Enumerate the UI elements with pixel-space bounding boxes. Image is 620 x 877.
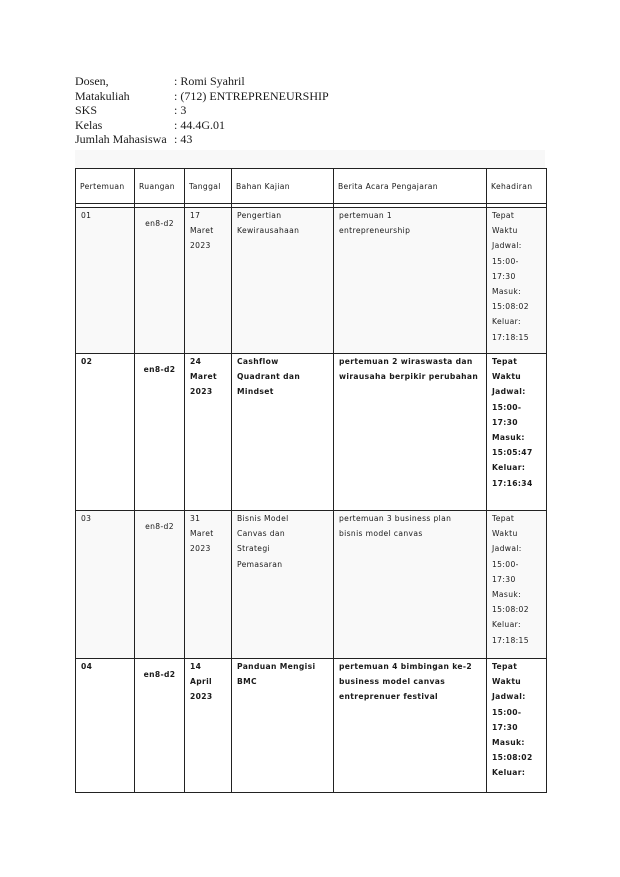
column-header-ruangan: Ruangan [135, 169, 185, 204]
cell-berita-acara: pertemuan 1 entrepreneurship [334, 208, 487, 354]
jumlah-label: Jumlah Mahasiswa [75, 132, 167, 146]
cell-ruangan: en8-d2 [135, 659, 185, 793]
column-header-berita-acara: Berita Acara Pengajaran [334, 169, 487, 204]
table-row [76, 208, 547, 354]
cell-pertemuan: 01 [76, 208, 135, 354]
column-header-tanggal: Tanggal [185, 169, 232, 204]
table-row [76, 511, 547, 659]
cell-pertemuan: 02 [76, 354, 135, 511]
cell-bahan-kajian: Pengertian Kewirausahaan [232, 208, 334, 354]
kelas-label: Kelas [75, 117, 103, 132]
column-header-pertemuan: Pertemuan [76, 169, 135, 204]
dosen-value: : Romi Syahril [174, 74, 245, 88]
cell-berita-acara: pertemuan 3 business plan bisnis model canvas [334, 511, 487, 659]
cell-tanggal: 31 Maret 2023 [185, 511, 232, 659]
matakuliah-label: Matakuliah [75, 88, 130, 103]
cell-kehadiran: Tepat Waktu Jadwal: 15:00- 17:30 Masuk: 15:08:02 Keluar: 17:18:15 [487, 208, 547, 354]
sks-label: SKS [75, 103, 98, 117]
header-shade-band [75, 150, 545, 168]
kelas-value: : 44.4G.01 [174, 117, 225, 132]
column-header-bahan-kajian: Bahan Kajian [232, 169, 334, 204]
cell-ruangan: en8-d2 [135, 208, 185, 354]
jumlah-value: : 43 [174, 132, 193, 146]
cell-ruangan: en8-d2 [135, 354, 185, 511]
cell-tanggal: 17 Maret 2023 [185, 208, 232, 354]
cell-pertemuan: 03 [76, 511, 135, 659]
cell-berita-acara: pertemuan 4 bimbingan ke-2 business model canvas entreprenuer festival [334, 659, 487, 793]
schedule-table [75, 168, 547, 793]
header-row-jumlah [75, 132, 329, 147]
cell-kehadiran: Tepat Waktu Jadwal: 15:00- 17:30 Masuk: 15:05:47 Keluar: 17:16:34 [487, 354, 547, 511]
header-row-matakuliah [75, 89, 329, 104]
column-header-kehadiran: Kehadiran [487, 169, 547, 204]
dosen-label: Dosen, [75, 74, 109, 88]
header-row-sks [75, 103, 329, 118]
table-header-row [76, 169, 547, 204]
cell-kehadiran: Tepat Waktu Jadwal: 15:00- 17:30 Masuk: 15:08:02 Keluar: 17:18:15 [487, 511, 547, 659]
cell-tanggal: 14 April 2023 [185, 659, 232, 793]
cell-bahan-kajian: Cashflow Quadrant dan Mindset [232, 354, 334, 511]
cell-berita-acara: pertemuan 2 wiraswasta dan wirausaha berpikir perubahan [334, 354, 487, 511]
matakuliah-value: : (712) ENTREPRENEURSHIP [174, 88, 329, 103]
cell-bahan-kajian: Bisnis Model Canvas dan Strategi Pemasaran [232, 511, 334, 659]
cell-tanggal: 24 Maret 2023 [185, 354, 232, 511]
table-row [76, 354, 547, 511]
cell-pertemuan: 04 [76, 659, 135, 793]
cell-kehadiran: Tepat Waktu Jadwal: 15:00- 17:30 Masuk: 15:08:02 Keluar: [487, 659, 547, 793]
cell-ruangan: en8-d2 [135, 511, 185, 659]
course-header [75, 74, 329, 147]
cell-bahan-kajian: Panduan Mengisi BMC [232, 659, 334, 793]
header-row-dosen [75, 74, 329, 89]
sks-value: : 3 [174, 103, 187, 117]
table-row [76, 659, 547, 793]
header-row-kelas [75, 118, 329, 133]
